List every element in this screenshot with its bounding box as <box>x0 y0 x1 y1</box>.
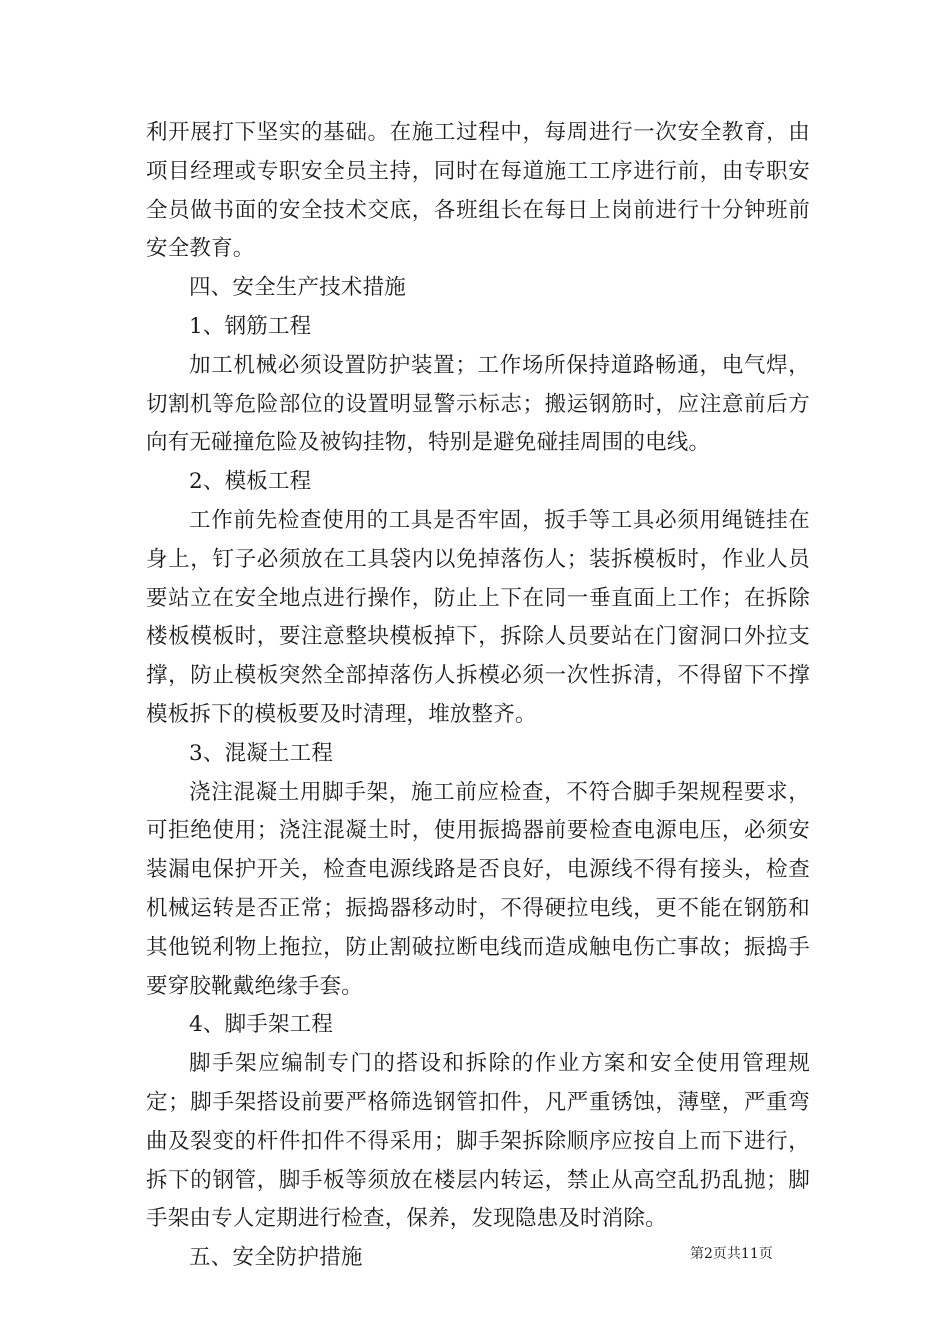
paragraph-scaffolding: 脚手架应编制专门的搭设和拆除的作业方案和安全使用管理规定；脚手架搭设前要严格筛选钢管扣件，凡严重锈蚀，薄壁，严重弯曲及裂变的杆件扣件不得采用；脚手架拆除顺序应按自上而下进行，拆下的钢管，脚手板等须放在楼层内转运，禁止从高空乱扔乱抛；脚手架由专人定期进行检查，保养，发现隐患及时消除。 <box>146 1051 810 1232</box>
subsection-heading-formwork: 2、模板工程 <box>189 469 312 495</box>
paragraph-concrete: 浇注混凝土用脚手架，施工前应检查，不符合脚手架规程要求，可拒绝使用；浇注混凝土时，使用振捣器前要检查电源电压，必须安装漏电保护开关，检查电源线路是否良好，电源线不得有接头，检查机械运转是否正常；振捣器移动时，不得硬拉电线，更不能在钢筋和其他锐利物上拖拉，防止割破拉断电线而造成触电伤亡事故；振捣手要穿胶靴戴绝缘手套。 <box>146 779 810 999</box>
paragraph-continuation: 利开展打下坚实的基础。在施工过程中，每周进行一次安全教育，由项目经理或专职安全员主持，同时在每道施工工序进行前，由专职安全员做书面的安全技术交底，各班组长在每日上岗前进行十分钟班前安全教育。 <box>146 120 810 262</box>
paragraph-formwork: 工作前先检查使用的工具是否牢固，扳手等工具必须用绳链挂在身上，钉子必须放在工具袋内以免掉落伤人；装拆模板时，作业人员要站立在安全地点进行操作，防止上下在同一垂直面上工作；在拆除楼板模板时，要注意整块模板掉下，拆除人员要站在门窗洞口外拉支撑，防止模板突然全部掉落伤人拆模必须一次性拆清，不得留下不撑模板拆下的模板要及时清理，堆放整齐。 <box>146 507 810 727</box>
section-heading-safety-technical-measures: 四、安全生产技术措施 <box>189 275 407 301</box>
subsection-heading-concrete: 3、混凝土工程 <box>189 740 334 766</box>
section-heading-safety-protection-measures: 五、安全防护措施 <box>189 1245 363 1271</box>
paragraph-rebar: 加工机械必须设置防护装置；工作场所保持道路畅通，电气焊，切割机等危险部位的设置明显警示标志；搬运钢筋时，应注意前后方向有无碰撞危险及被钩挂物，特别是避免碰挂周围的电线。 <box>146 352 810 456</box>
page-number-footer: 第2页共11页 <box>690 1246 773 1262</box>
subsection-heading-rebar: 1、钢筋工程 <box>189 313 312 339</box>
subsection-heading-scaffolding: 4、脚手架工程 <box>189 1012 334 1038</box>
document-body <box>146 114 810 1278</box>
